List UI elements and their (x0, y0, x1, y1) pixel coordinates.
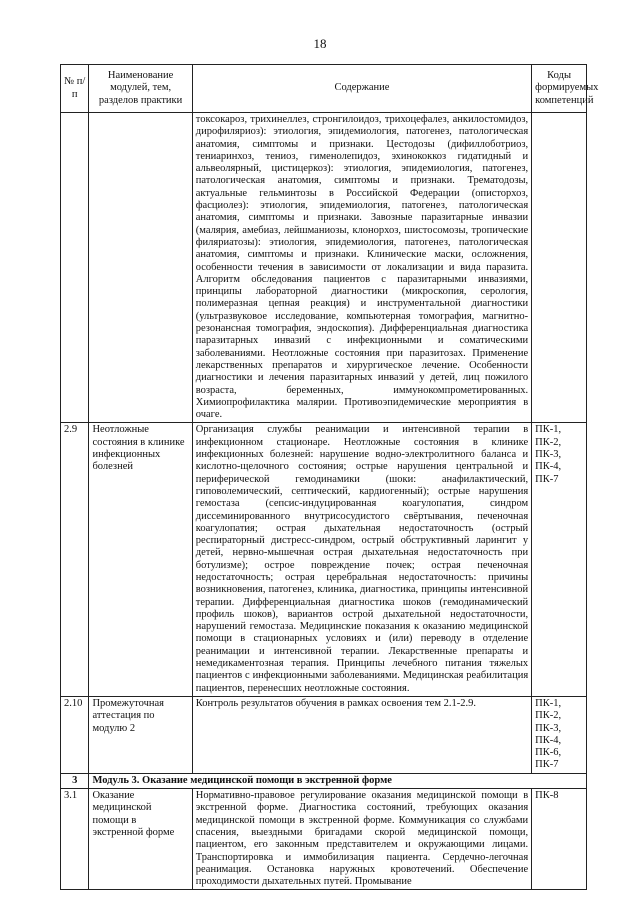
module-title: Модуль 3. Оказание медицинской помощи в экстренной форме (89, 773, 587, 788)
row-codes (532, 113, 587, 423)
row-codes: ПК-8 (532, 789, 587, 890)
row-num (61, 113, 89, 423)
table-header-row (61, 65, 587, 113)
curriculum-table (60, 64, 599, 890)
row-num: 2.9 (61, 423, 89, 697)
row-content: Нормативно-правовое регулирование оказания медицинской помощи в экстренной форме. Диагностика состояний, требующих оказания медицинской помощи в экстренной форме. Коммуникация со службами спасения, выездными бригадами скорой медицинской помощи, пациентом, его законным представителем и окружающими лицами. Транспортировка и иммобилизация пациента. Сердечно-легочная реанимация. Остановка наружных кровотечений. Обеспечение проходимости дыхательных путей. Промывание (192, 789, 531, 890)
row-num: 2.10 (61, 696, 89, 773)
table-row (61, 113, 587, 423)
row-codes: ПК-1, ПК-2, ПК-3, ПК-4, ПК-7 (532, 423, 587, 697)
row-name: Неотложные состояния в клинике инфекционных болезней (89, 423, 192, 697)
row-codes: ПК-1, ПК-2, ПК-3, ПК-4, ПК-6, ПК-7 (532, 696, 587, 773)
row-content: Контроль результатов обучения в рамках освоения тем 2.1-2.9. (192, 696, 531, 773)
row-name: Промежуточная аттестация по модулю 2 (89, 696, 192, 773)
row-name: Оказание медицинской помощи в экстренной форме (89, 789, 192, 890)
row-content: токсокароз, трихинеллез, стронгилоидоз, трихоцефалез, анкилостомидоз, дирофиляриоз): этиология, эпидемиология, патогенез, патологическая анатомия, симптомы и признаки. Цестодозы (дифиллоботриоз, тениаринхоз, тениоз, гименолепидоз, эхинококкоз гидатидный и альвеолярный, цистицеркоз): этиология, эпидемиология, патогенез, патологическая анатомия, симптомы и признаки. Трематодозы, актуальные гельминтозы в Российской Федерации (описторхоз, фасциолез): этиология, эпидемиология, патогенез, патологическая анатомия, симптомы и признаки. Завозные паразитарные инвазии (малярия, амебиаз, лейшманиозы, клонорхоз, шистосомозы, тропические филяриатозы): этиология, эпидемиология, патогенез, патологическая анатомия, симптомы и признаки. Клинические маски, осложнения, особенности течения в зависимости от локализации и вида паразита. Алгоритм обследования пациентов с паразитарными инвазиями, принципы лабораторной диагностики (микроскопия, серология, полимеразная цепная реакция) и инструментальной диагностики (ультразвуковое исследование, компьютерная томография, магнитно-резонансная томография, эндоскопия). Дифференциальная диагностика паразитарных инвазий с инфекционными и соматическими заболеваниями. Неотложные состояния при паразитозах. Применение лекарственных препаратов и хирургическое лечение. Особенности диагностики и лечения паразитарных инвазий у детей, лиц пожилого возраста, беременных, иммунокомпрометированных. Химиопрофилактика малярии. Противоэпидемические мероприятия в очаге. (192, 113, 531, 423)
table-row (61, 423, 587, 697)
header-content: Содержание (192, 65, 531, 113)
table-row (61, 789, 587, 890)
module-num: 3 (61, 773, 89, 788)
header-name: Наименование модулей, тем, разделов практики (89, 65, 192, 113)
row-name (89, 113, 192, 423)
table-row (61, 696, 587, 773)
module-row (61, 773, 587, 788)
row-num: 3.1 (61, 789, 89, 890)
header-num: № п/п (61, 65, 89, 113)
row-content: Организация службы реанимации и интенсивной терапии в инфекционном стационаре. Неотложные состояния в клинике инфекционных болезней: нарушение водно-электролитного баланса и кислотно-щелочного состояния; острые нарушения центральной и периферической гемодинамики (шоки: анафилактический, гиповолемический, септический, кардиогенный); острые нарушения гемостаза (сепсис-индуцированная коагулопатия, синдром диссеминированного внутрисосудистого свёртывания, печеночная коагулопатия; острая дыхательная недостаточность (острый респираторный дистресс-синдром, острый обструктивный ларингит у детей, нервно-мышечная острая дыхательная недостаточность при ботулизме); острое повреждение почек; острая печеночная недостаточность; острая церебральная недостаточность: причины возникновения, патогенез, клиника, диагностика, принципы интенсивной терапии. Дифференциальная диагностика шоков (гемодинамический профиль шоков), вариантов острой дыхательной недостаточности, нарушений гемостаза. Медицинские показания к оказанию медицинской помощи в стационарных условиях и (или) переводу в отделение реанимации и интенсивной терапии. Лекарственные препараты и немедикаментозная терапия. Принципы лечебного питания тяжелых пациентов с инфекционными заболеваниями. Медицинская реабилитация пациентов, перенесших неотложные состояния. (192, 423, 531, 697)
header-codes: Коды формируемых компетенций (532, 65, 587, 113)
page-number: 18 (313, 36, 327, 51)
